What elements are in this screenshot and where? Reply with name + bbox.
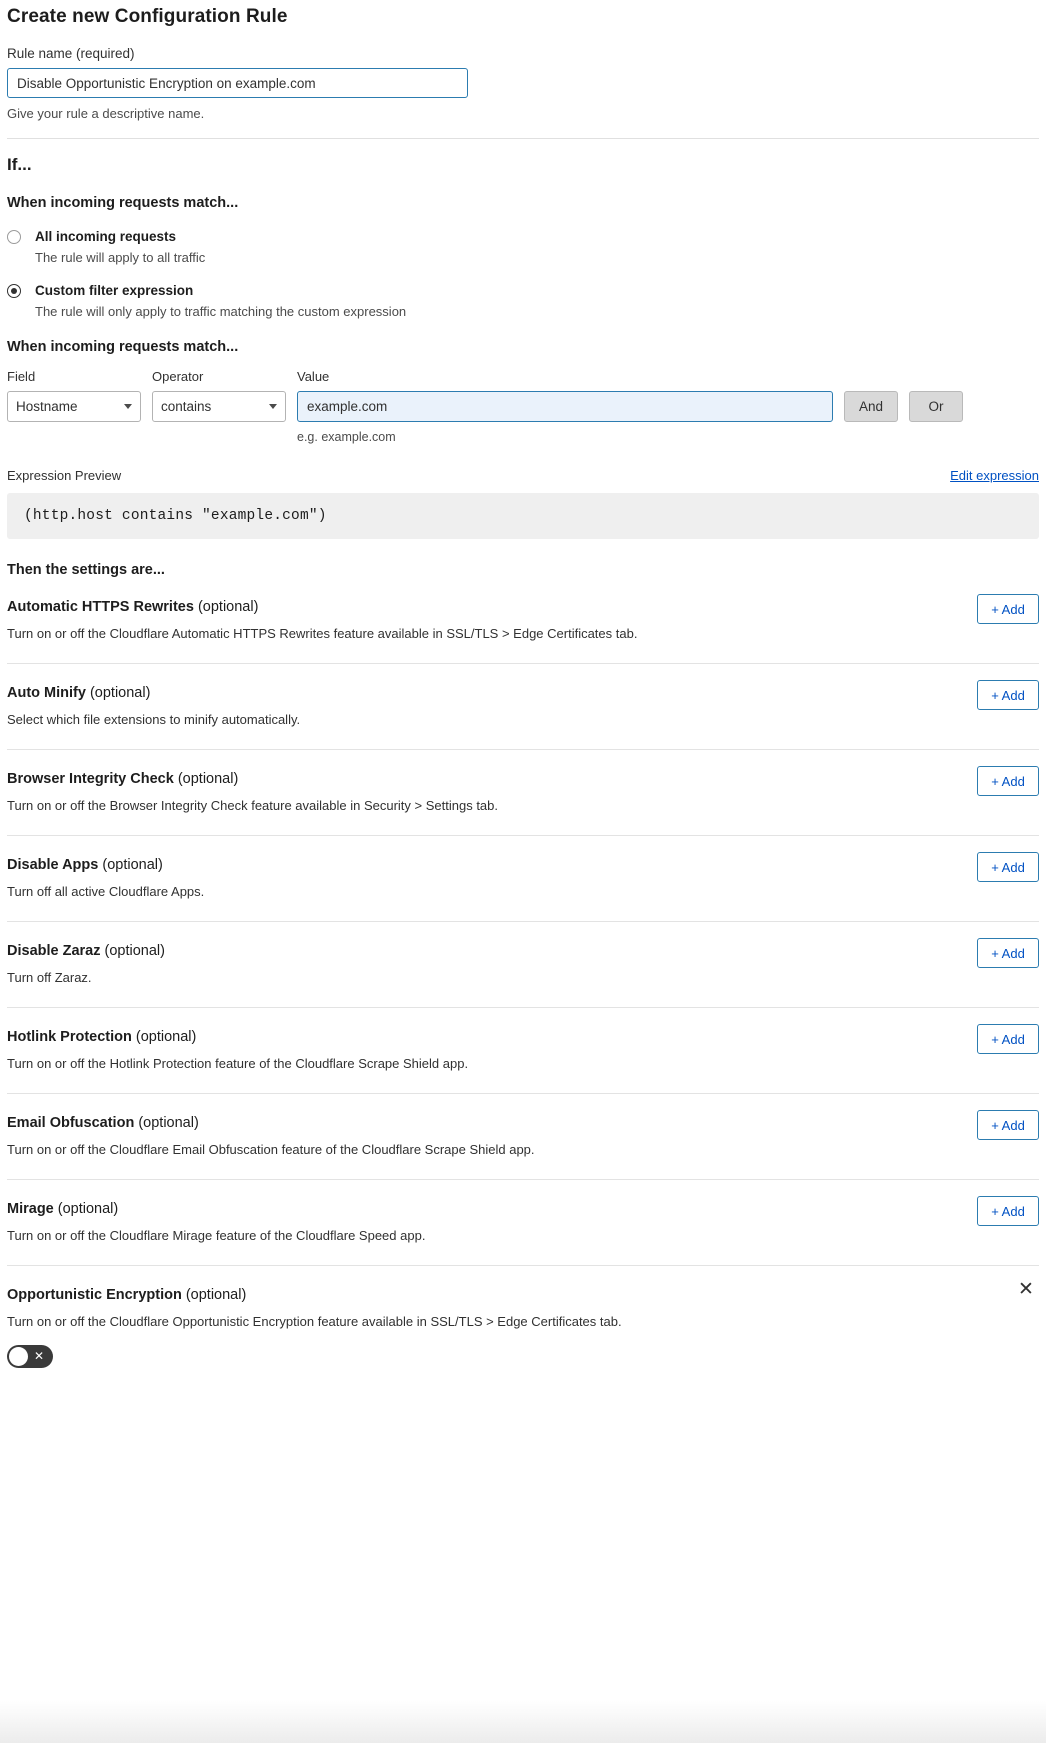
setting-row-auto-minify [7, 664, 1039, 750]
radio-icon-all-requests[interactable] [7, 230, 21, 244]
setting-description: Turn on or off the Cloudflare Mirage feature of the Cloudflare Speed app. [7, 1228, 426, 1243]
operator-select[interactable] [152, 391, 286, 422]
rule-name-help: Give your rule a descriptive name. [7, 106, 205, 121]
setting-title [7, 1029, 1039, 1045]
setting-optional: (optional) [138, 1115, 199, 1131]
setting-description: Select which file extensions to minify automatically. [7, 712, 301, 727]
setting-name: Browser Integrity Check [7, 771, 174, 787]
expression-preview-box: (http.host contains "example.com") [7, 493, 1039, 539]
add-button[interactable]: + Add [977, 680, 1039, 710]
setting-optional: (optional) [185, 1287, 247, 1303]
expression-builder-row [7, 369, 1039, 444]
or-button-wrap [909, 369, 963, 422]
setting-optional: (optional) [57, 1201, 119, 1217]
setting-description: Turn on or off the Cloudflare Opportunistic Encryption feature available in SSL/TLS > Edge Certificates tab. [7, 1314, 622, 1329]
setting-name: Automatic HTTPS Rewrites [7, 599, 194, 615]
radio-option-all-requests[interactable] [7, 228, 1039, 265]
radio-desc-all-requests: The rule will apply to all traffic [35, 250, 206, 265]
setting-optional: (optional) [104, 943, 165, 959]
and-button-wrap [844, 369, 898, 422]
toggle-wrap [7, 1345, 1039, 1373]
setting-optional: (optional) [197, 599, 259, 615]
operator-label: Operator [152, 369, 204, 384]
setting-description: Turn on or off the Browser Integrity Check feature available in Security > Settings tab. [7, 798, 499, 813]
radio-desc-custom-filter: The rule will only apply to traffic matching the custom expression [35, 304, 407, 319]
setting-description: Turn on or off the Hotlink Protection feature of the Cloudflare Scrape Shield app. [7, 1056, 469, 1071]
value-label: Value [297, 369, 330, 384]
setting-row-hotlink-protection [7, 1008, 1039, 1094]
setting-name: Hotlink Protection [7, 1029, 132, 1045]
setting-description: Turn off Zaraz. [7, 970, 92, 985]
setting-title [7, 943, 1039, 959]
remove-setting-icon[interactable]: ✕ [1018, 1279, 1034, 1300]
setting-title [7, 857, 1039, 873]
radio-icon-custom-filter[interactable] [7, 284, 21, 298]
setting-row-disable-apps [7, 836, 1039, 922]
setting-row-browser-integrity-check [7, 750, 1039, 836]
setting-title [7, 1287, 1039, 1303]
field-select[interactable] [7, 391, 141, 422]
radio-label-all-requests: All incoming requests [35, 229, 177, 244]
setting-optional: (optional) [89, 685, 151, 701]
value-column [297, 369, 833, 444]
operator-select-wrap[interactable] [152, 391, 286, 422]
opportunistic-encryption-toggle[interactable] [7, 1345, 53, 1368]
rule-name-input[interactable] [7, 68, 468, 98]
add-button[interactable]: + Add [977, 1024, 1039, 1054]
if-section-heading: If... [7, 155, 32, 174]
add-button[interactable]: + Add [977, 852, 1039, 882]
setting-name: Email Obfuscation [7, 1115, 135, 1131]
field-select-wrap[interactable] [7, 391, 141, 422]
setting-name: Auto Minify [7, 685, 86, 701]
setting-title [7, 1115, 1039, 1131]
setting-name: Mirage [7, 1201, 54, 1217]
setting-row-automatic-https-rewrites [7, 578, 1039, 664]
configuration-rule-form [0, 6, 1046, 1395]
and-button[interactable]: And [844, 391, 898, 422]
add-button[interactable]: + Add [977, 938, 1039, 968]
setting-title [7, 1201, 1039, 1217]
add-button[interactable]: + Add [977, 1110, 1039, 1140]
expression-preview-label: Expression Preview [7, 468, 122, 483]
builder-heading: When incoming requests match... [7, 339, 239, 355]
setting-name: Disable Zaraz [7, 943, 101, 959]
setting-optional: (optional) [177, 771, 239, 787]
value-input[interactable] [297, 391, 833, 422]
add-button[interactable]: + Add [977, 1196, 1039, 1226]
setting-description: Turn on or off the Cloudflare Email Obfuscation feature of the Cloudflare Scrape Shield app. [7, 1142, 535, 1157]
divider [7, 138, 1039, 139]
setting-description: Turn on or off the Cloudflare Automatic HTTPS Rewrites feature available in SSL/TLS > Edge Certificates tab. [7, 626, 638, 641]
setting-row-email-obfuscation [7, 1094, 1039, 1180]
setting-description: Turn off all active Cloudflare Apps. [7, 884, 205, 899]
match-heading: When incoming requests match... [7, 195, 239, 211]
setting-row-disable-zaraz [7, 922, 1039, 1008]
setting-row-opportunistic-encryption [7, 1266, 1039, 1395]
field-column [7, 369, 141, 422]
or-button[interactable]: Or [909, 391, 963, 422]
then-section-heading: Then the settings are... [7, 562, 165, 578]
setting-name: Opportunistic Encryption [7, 1287, 182, 1303]
field-label: Field [7, 369, 36, 384]
close-icon: ✕ [33, 1349, 44, 1363]
edit-expression-link[interactable]: Edit expression [950, 468, 1039, 483]
expression-preview-header [7, 468, 1039, 483]
rule-name-label: Rule name (required) [7, 46, 135, 61]
value-hint: e.g. example.com [297, 430, 396, 444]
operator-column [152, 369, 286, 422]
setting-title [7, 599, 1039, 615]
setting-optional: (optional) [135, 1029, 197, 1045]
toggle-knob [9, 1347, 28, 1366]
setting-optional: (optional) [102, 857, 163, 873]
setting-row-mirage [7, 1180, 1039, 1266]
radio-option-custom-filter[interactable] [7, 282, 1039, 319]
setting-title [7, 771, 1039, 787]
add-button[interactable]: + Add [977, 766, 1039, 796]
radio-label-custom-filter: Custom filter expression [35, 283, 194, 298]
setting-name: Disable Apps [7, 857, 99, 873]
page-title: Create new Configuration Rule [7, 6, 288, 27]
setting-title [7, 685, 1039, 701]
add-button[interactable]: + Add [977, 594, 1039, 624]
